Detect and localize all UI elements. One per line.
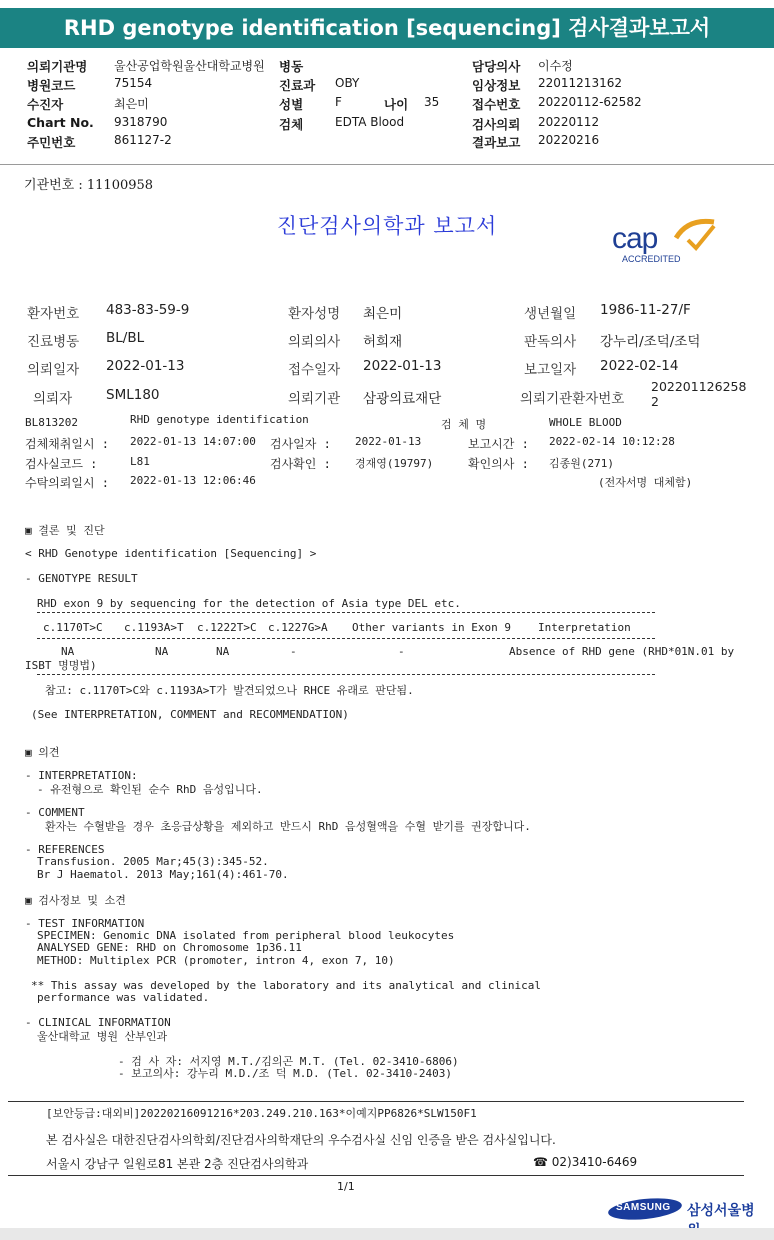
header-divider (0, 164, 774, 165)
interp-label: - INTERPRETATION: (25, 769, 138, 782)
patient-label-recv-date: 접수일자 (288, 362, 341, 378)
hdr-label-institution: 의뢰기관명 (27, 59, 88, 74)
hdr-value-resident-no: 861127-2 (114, 133, 172, 147)
patient-value-ward: BL/BL (106, 330, 145, 346)
result-heading: < RHD Genotype identification [Sequencing] > (25, 547, 317, 560)
reference-1: Transfusion. 2005 Mar;45(3):345-52. (37, 855, 269, 868)
report-time-value: 2022-02-14 10:12:28 (549, 435, 675, 448)
col-header-interpretation: Interpretation (538, 621, 631, 634)
patient-label-dob: 생년월일 (524, 306, 577, 322)
hdr-value-report: 20220216 (538, 133, 600, 147)
page-number: 1/1 (337, 1180, 355, 1193)
hdr-value-request: 20220112 (538, 115, 600, 129)
result-section-title: ▣ 결론 및 진단 (25, 524, 105, 537)
footer-divider-bottom (8, 1175, 744, 1176)
cap-checkmark-icon (674, 218, 720, 252)
value-1193: NA (155, 645, 169, 658)
specimen-label: 검 체 명 (441, 418, 487, 431)
confirm-value: 경재영(19797) (355, 457, 434, 470)
test-code: BL813202 (25, 416, 78, 429)
patient-label-ward: 진료병동 (27, 334, 80, 350)
hdr-value-doctor: 이수정 (538, 59, 573, 73)
samsung-hospital-logo (607, 1197, 767, 1221)
patient-label-name: 환자성명 (288, 306, 341, 322)
test-date-value: 2022-01-13 (355, 435, 422, 448)
hdr-value-dept: OBY (335, 76, 360, 90)
patient-label-requester: 의뢰자 (33, 391, 73, 407)
cap-accredited-text: ACCREDITED (622, 254, 681, 264)
tester-line: - 검 사 자: 서지영 M.T./김의곤 M.T. (Tel. 02-3410-6806) (118, 1055, 459, 1068)
security-line: [보안등급:대외비]20220216091216*203.249.210.163*이예지PP6826*SLW150F1 (46, 1107, 477, 1120)
hdr-label-resident-no: 주민번호 (27, 135, 76, 150)
hdr-label-doctor: 담당의사 (472, 59, 521, 74)
testinfo-gene: ANALYSED GENE: RHD on Chromosome 1p36.11 (37, 941, 302, 954)
opinion-section-title: ▣ 의견 (25, 746, 60, 759)
hdr-label-patient: 수진자 (27, 97, 64, 112)
patient-value-requester: SML180 (106, 387, 160, 403)
patient-label-req-date: 의뢰일자 (27, 362, 80, 378)
specimen-value: WHOLE BLOOD (549, 416, 622, 429)
report-header-title: RHD genotype identification [sequencing] 검사결과보고서 (0, 8, 774, 48)
cap-accredited-logo (612, 218, 722, 270)
phone-line: ☎ 02)3410-6469 (533, 1155, 638, 1169)
value-1170: NA (61, 645, 75, 658)
patient-value-inst-patient-no: 202201126258 (651, 379, 747, 394)
value-1227: - (290, 645, 297, 658)
patient-value-report-date: 2022-02-14 (600, 358, 679, 374)
patient-value-req-doctor: 허희재 (363, 334, 403, 350)
table-divider-top (37, 612, 655, 613)
patient-value-req-inst: 삼광의료재단 (363, 391, 442, 407)
esign-note: (전자서명 대체함) (598, 476, 693, 489)
col-header-other: Other variants in Exon 9 (352, 621, 511, 634)
patient-label-inst-patient-no: 의뢰기관환자번호 (520, 391, 625, 407)
patient-label-no: 환자번호 (27, 306, 80, 322)
patient-label-report-date: 보고일자 (524, 362, 577, 378)
doctor-label: 확인의사 : (468, 457, 529, 471)
comment-label: - COMMENT (25, 806, 85, 819)
value-interpretation-cont: ISBT 명명법) (25, 659, 97, 672)
hdr-label-receipt: 접수번호 (472, 97, 521, 112)
result-see: (See INTERPRETATION, COMMENT and RECOMMENDATION) (31, 708, 349, 721)
room-value: L81 (130, 455, 150, 468)
hdr-label-sex: 성별 (279, 97, 304, 112)
col-header-1222: c.1222T>C (197, 621, 257, 634)
hospital-brand-text: 삼성서울병 (687, 1203, 755, 1219)
assay-note-1: ** This assay was developed by the laboratory and its analytical and clinical (31, 979, 541, 992)
hdr-label-chart: Chart No. (27, 115, 94, 130)
page-bottom-bar (0, 1228, 774, 1240)
testinfo-label: - TEST INFORMATION (25, 917, 145, 930)
patient-label-reader: 판독의사 (524, 334, 577, 350)
testinfo-section-title: ▣ 검사정보 및 소견 (25, 894, 126, 907)
hdr-label-ward: 병동 (279, 59, 304, 74)
hdr-label-clinical: 임상정보 (472, 78, 521, 93)
clinical-info-label: - CLINICAL INFORMATION (25, 1016, 171, 1029)
collect-value: 2022-01-13 14:07:00 (130, 435, 256, 448)
genotype-label: - GENOTYPE RESULT (25, 572, 138, 585)
hdr-value-hospital-code: 75154 (114, 76, 153, 90)
hdr-value-sex: F (335, 95, 342, 109)
testinfo-method: METHOD: Multiplex PCR (promoter, intron 4, exon 7, 10) (37, 954, 395, 967)
hdr-value-specimen: EDTA Blood (335, 115, 405, 129)
patient-value-recv-date: 2022-01-13 (363, 358, 442, 374)
table-divider-bottom (37, 674, 655, 675)
test-name: RHD genotype identification (130, 413, 309, 426)
certification-line: 본 검사실은 대한진단검사의학회/진단검사의학재단의 우수검사실 신임 인증을 받은 검사실입니다. (46, 1133, 556, 1147)
hdr-value-institution: 울산공업학원울산대학교병원 (114, 59, 265, 73)
test-date-label: 검사일자 : (270, 437, 331, 451)
comment-text: 환자는 수혈받을 경우 초응급상황을 제외하고 반드시 RhD 음성혈액을 수혈 받기를 권장합니다. (45, 820, 531, 833)
assay-note-2: performance was validated. (37, 991, 210, 1004)
receive-label: 수탁의뢰일시 : (25, 476, 110, 490)
patient-value-reader: 강누리/조덕/조덕 (600, 334, 701, 350)
confirm-label: 검사확인 : (270, 457, 331, 471)
patient-value-req-date: 2022-01-13 (106, 358, 185, 374)
hdr-label-request: 검사의뢰 (472, 117, 521, 132)
result-note: 참고: c.1170T>C와 c.1193A>T가 발견되었으나 RHCE 유래로 판단됨. (45, 684, 414, 697)
clinical-info-text: 울산대학교 병원 산부인과 (37, 1030, 168, 1043)
reference-2: Br J Haematol. 2013 May;161(4):461-70. (37, 868, 289, 881)
samsung-brand-text: SAMSUNG (616, 1202, 671, 1213)
table-divider-mid (37, 638, 655, 639)
hdr-label-report: 결과보고 (472, 135, 521, 150)
room-label: 검사실코드 : (25, 457, 98, 471)
testinfo-specimen: SPECIMEN: Genomic DNA isolated from peripheral blood leukocytes (37, 929, 455, 942)
hdr-value-chart: 9318790 (114, 115, 168, 129)
interp-text: - 유전형으로 확인된 순수 RhD 음성입니다. (37, 783, 263, 796)
col-header-1193: c.1193A>T (124, 621, 184, 634)
hdr-label-specimen: 검체 (279, 117, 304, 132)
receive-value: 2022-01-13 12:06:46 (130, 474, 256, 487)
report-title: 진단검사의학과 보고서 (276, 214, 498, 238)
hdr-label-dept: 진료과 (279, 78, 316, 93)
collect-label: 검체채취일시 : (25, 437, 110, 451)
value-other: - (398, 645, 405, 658)
institution-number: 기관번호 : 11100958 (24, 178, 154, 193)
patient-label-req-inst: 의뢰기관 (288, 391, 341, 407)
genotype-desc: RHD exon 9 by sequencing for the detection of Asia type DEL etc. (37, 597, 461, 610)
value-interpretation: Absence of RHD gene (RHD*01N.01 by (509, 645, 735, 658)
value-1222: NA (216, 645, 230, 658)
references-label: - REFERENCES (25, 843, 105, 856)
patient-label-req-doctor: 의뢰의사 (288, 334, 341, 350)
address-line: 서울시 강남구 일원로81 본관 2층 진단검사의학과 (46, 1157, 309, 1171)
footer-divider-top (8, 1101, 744, 1102)
patient-value-name: 최은미 (363, 306, 403, 322)
doctor-value: 김종원(271) (549, 457, 614, 470)
col-header-1170: c.1170T>C (43, 621, 103, 634)
hdr-value-patient: 최은미 (114, 97, 149, 111)
patient-value-no: 483-83-59-9 (106, 302, 190, 318)
col-header-1227: c.1227G>A (268, 621, 328, 634)
report-time-label: 보고시간 : (468, 437, 529, 451)
patient-value-inst-patient-no-tail: 2 (651, 394, 659, 409)
hdr-label-age: 나이 (384, 97, 409, 112)
reporter-line: - 보고의사: 강누리 M.D./조 덕 M.D. (Tel. 02-3410-2403) (118, 1067, 453, 1080)
hdr-value-age: 35 (424, 95, 440, 109)
hdr-label-hospital-code: 병원코드 (27, 78, 76, 93)
hdr-value-receipt: 20220112-62582 (538, 95, 642, 109)
patient-value-dob: 1986-11-27/F (600, 302, 691, 318)
hdr-value-clinical: 22011213162 (538, 76, 622, 90)
cap-logo-text: cap (612, 222, 658, 255)
